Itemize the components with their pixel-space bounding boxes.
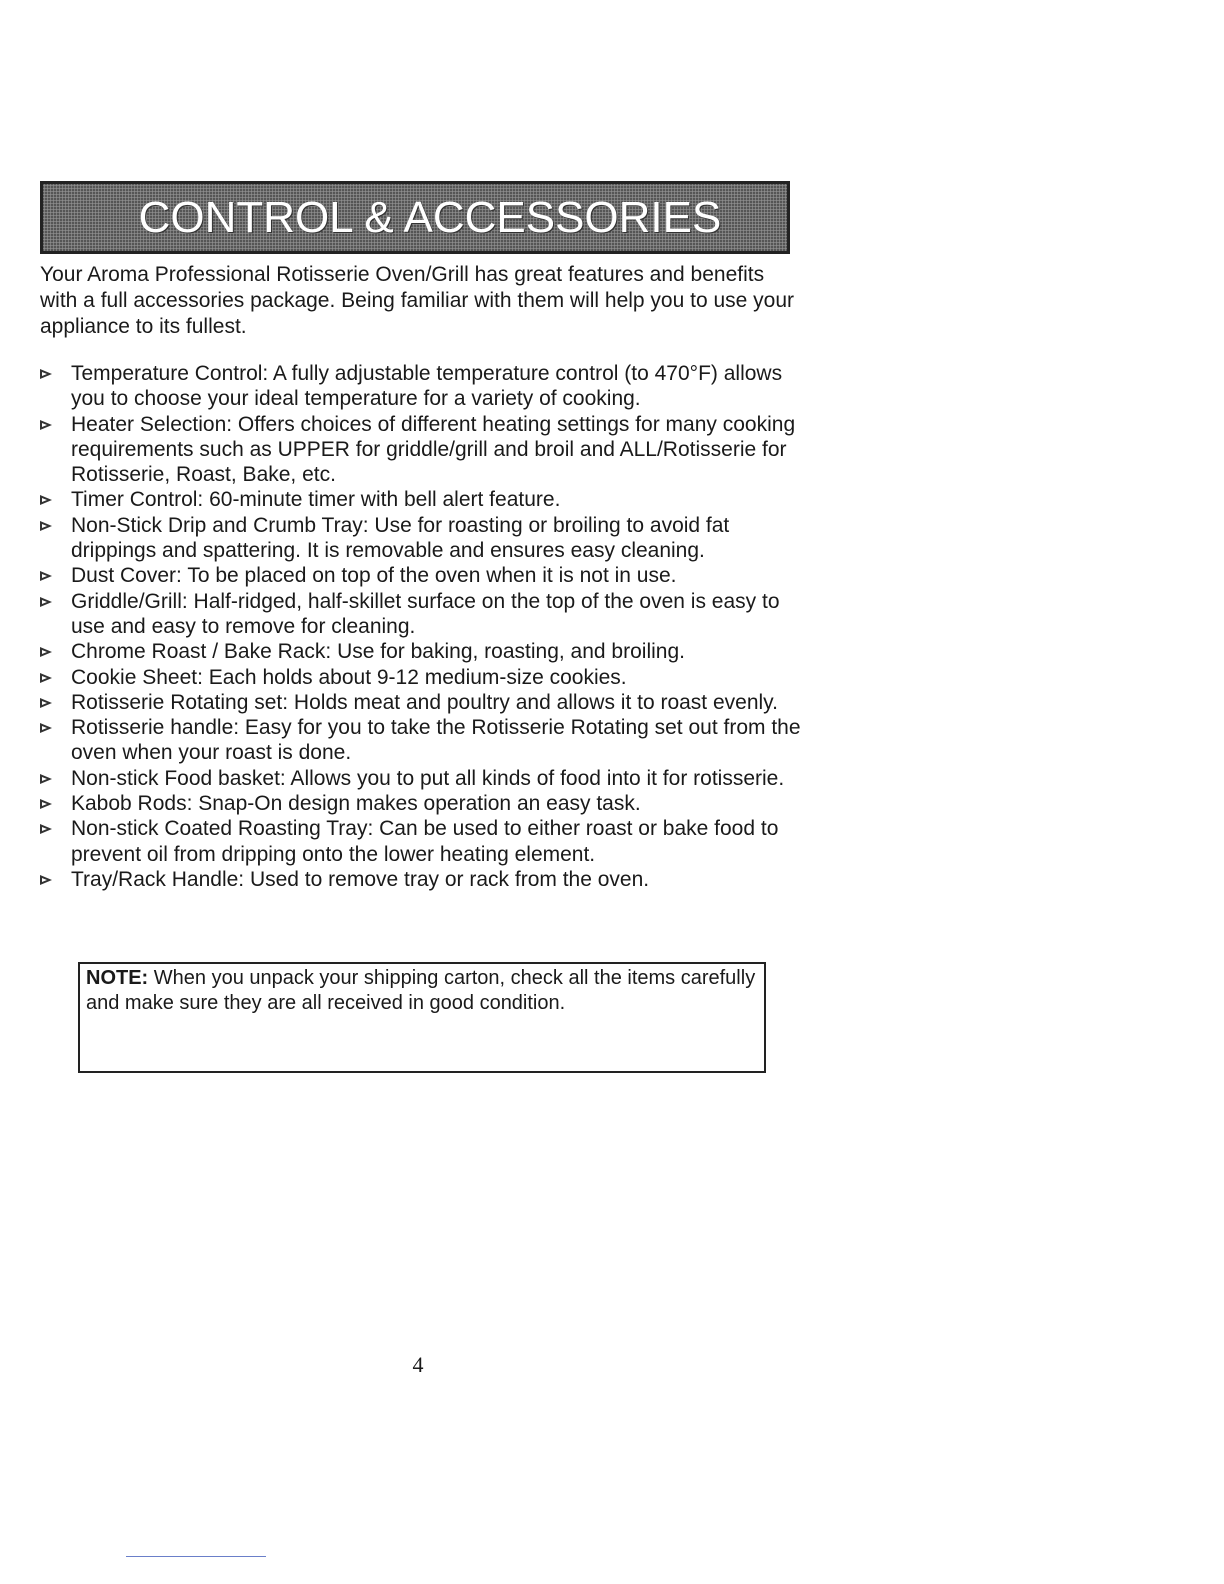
feature-text: Cookie Sheet: Each holds about 9-12 medium-size cookies. — [71, 665, 627, 689]
feature-item — [40, 690, 810, 715]
feature-item — [40, 665, 810, 690]
arrow-bullet-icon — [40, 723, 52, 733]
feature-item — [40, 589, 810, 640]
note-label: NOTE: — [86, 967, 149, 989]
arrow-bullet-icon — [40, 369, 52, 379]
feature-text: Kabob Rods: Snap-On design makes operation an easy task. — [71, 792, 641, 816]
feature-item — [40, 513, 810, 564]
feature-item — [40, 766, 810, 791]
arrow-bullet-icon — [40, 420, 52, 430]
section-title: CONTROL & ACCESSORIES — [138, 192, 722, 242]
feature-item — [40, 715, 810, 766]
arrow-bullet-icon — [40, 521, 52, 531]
footer-rule — [126, 1556, 266, 1557]
feature-item — [40, 639, 810, 664]
feature-text: Rotisserie Rotating set: Holds meat and poultry and allows it to roast evenly. — [71, 690, 778, 714]
feature-item — [40, 563, 810, 588]
feature-text: Non-stick Coated Roasting Tray: Can be used to either roast or bake food to prevent oil from dripping onto the lower heating element. — [71, 817, 779, 866]
arrow-bullet-icon — [40, 875, 52, 885]
feature-item — [40, 361, 810, 412]
arrow-bullet-icon — [40, 799, 52, 809]
feature-text: Griddle/Grill: Half-ridged, half-skillet surface on the top of the oven is easy to use and easy to remove for cleaning. — [71, 589, 780, 638]
feature-list — [40, 361, 810, 892]
intro-paragraph: Your Aroma Professional Rotisserie Oven/Grill has great features and benefits with a full accessories package. Being familiar with them will help you to use your appliance to its fullest. — [40, 263, 795, 338]
page-number: 4 — [412, 1352, 424, 1377]
feature-text: Timer Control: 60-minute timer with bell alert feature. — [71, 488, 561, 512]
feature-item — [40, 412, 810, 488]
feature-text: Dust Cover: To be placed on top of the oven when it is not in use. — [71, 564, 677, 588]
arrow-bullet-icon — [40, 774, 52, 784]
arrow-bullet-icon — [40, 495, 52, 505]
arrow-bullet-icon — [40, 597, 52, 607]
feature-item — [40, 867, 810, 892]
feature-text: Temperature Control: A fully adjustable temperature control (to 470°F) allows you to choose your ideal temperature for a variety of cooking. — [71, 362, 783, 411]
feature-text: Tray/Rack Handle: Used to remove tray or rack from the oven. — [71, 867, 650, 891]
feature-item — [40, 791, 810, 816]
note-text: When you unpack your shipping carton, check all the items carefully and make sure they are all received in good condition. — [86, 967, 756, 1014]
feature-text: Rotisserie handle: Easy for you to take the Rotisserie Rotating set out from the oven when your roast is done. — [71, 716, 801, 765]
section-header-banner — [40, 181, 790, 254]
feature-text: Heater Selection: Offers choices of different heating settings for many cooking requirements such as UPPER for griddle/grill and broil and ALL/Rotisserie for Rotisserie, Roast, Bake, etc. — [71, 412, 796, 487]
feature-item — [40, 816, 810, 867]
feature-text: Chrome Roast / Bake Rack: Use for baking, roasting, and broiling. — [71, 640, 685, 664]
feature-text: Non-Stick Drip and Crumb Tray: Use for roasting or broiling to avoid fat drippings and spattering. It is removable and ensures easy cleaning. — [71, 513, 730, 563]
arrow-bullet-icon — [40, 647, 52, 657]
feature-item — [40, 487, 810, 512]
arrow-bullet-icon — [40, 571, 52, 581]
note-box — [78, 962, 766, 1073]
feature-text: Non-stick Food basket: Allows you to put all kinds of food into it for rotisserie. — [71, 766, 785, 790]
arrow-bullet-icon — [40, 673, 52, 683]
arrow-bullet-icon — [40, 824, 52, 834]
arrow-bullet-icon — [40, 698, 52, 708]
